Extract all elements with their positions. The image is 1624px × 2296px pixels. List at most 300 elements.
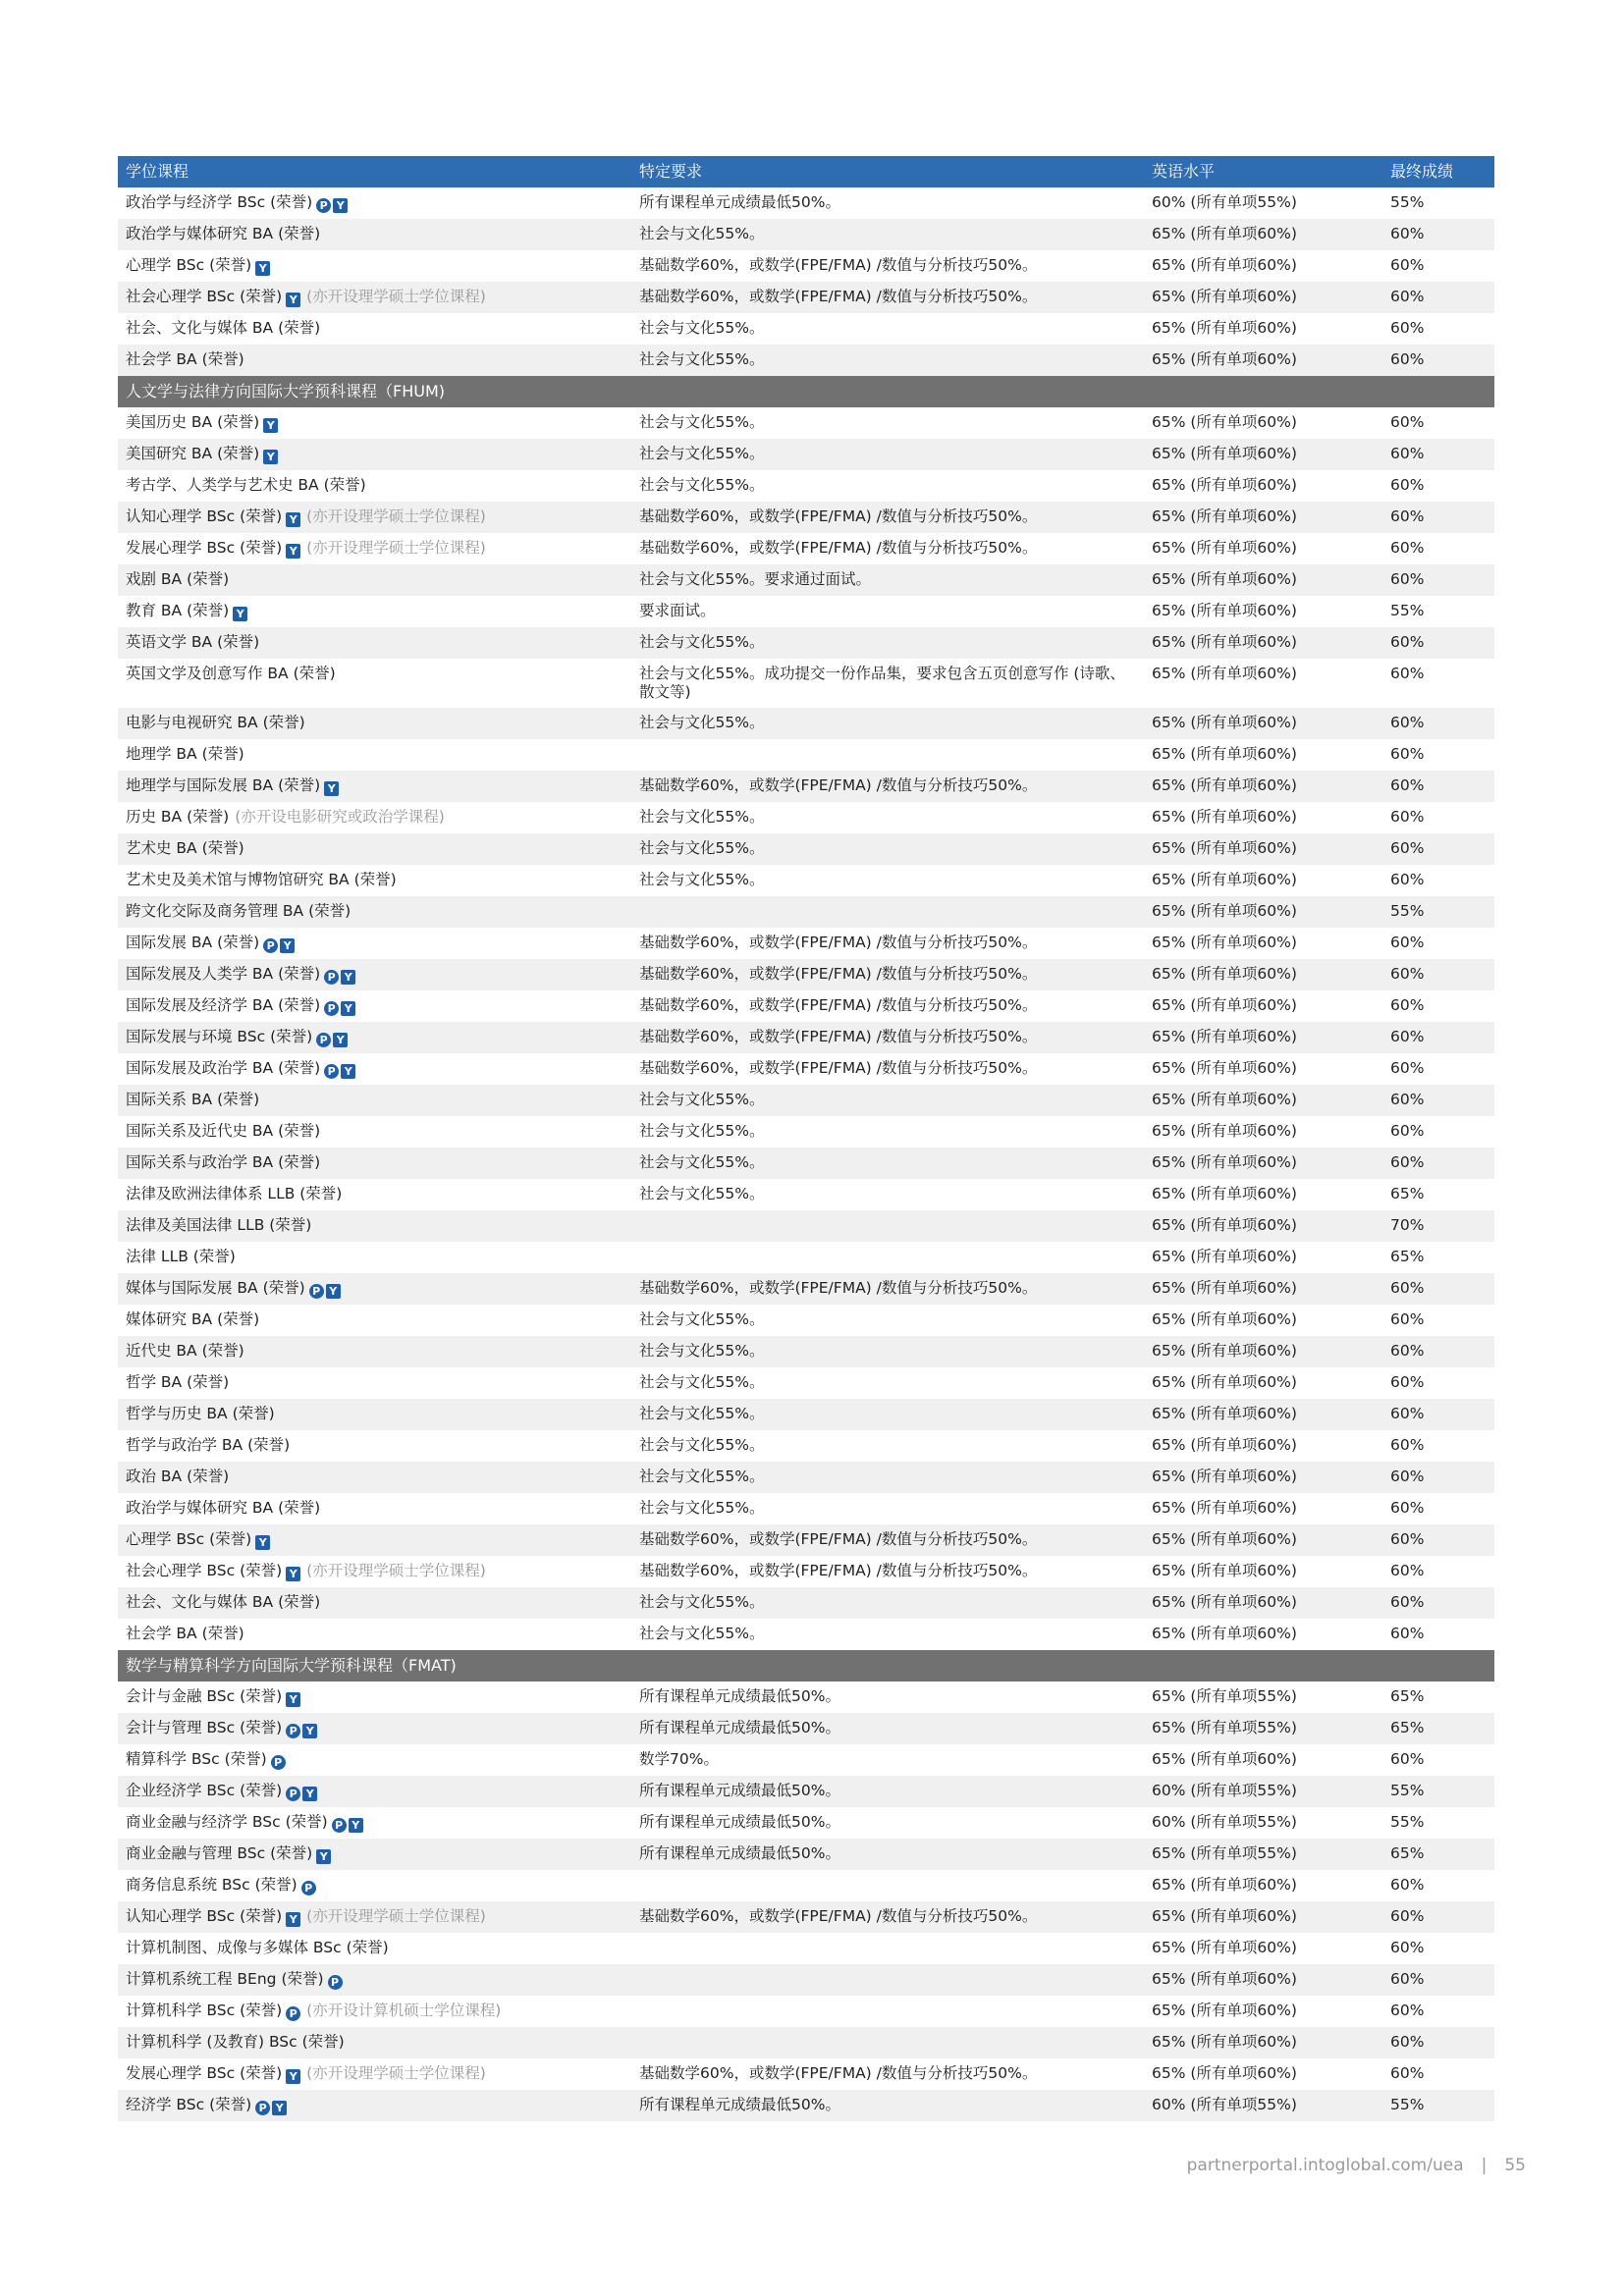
table-header	[118, 156, 1494, 187]
requirement-cell: 基础数学60%，或数学(FPE/FMA) /数值与分析技巧50%。	[639, 965, 1038, 983]
english-cell: 65% (所有单项60%)	[1152, 507, 1297, 525]
table-row	[118, 1085, 1494, 1116]
english-cell: 65% (所有单项60%)	[1152, 633, 1297, 651]
english-cell: 65% (所有单项60%)	[1152, 476, 1297, 494]
pathway-y-icon: Y	[286, 1912, 300, 1927]
table-row	[118, 1242, 1494, 1273]
english-cell: 65% (所有单项55%)	[1152, 1844, 1297, 1862]
course-name: 国际发展及政治学 BA (荣誉)	[126, 1059, 321, 1077]
course-name: 政治学与媒体研究 BA (荣誉)	[126, 1499, 321, 1517]
table-row	[118, 1839, 1494, 1870]
course-cell	[118, 871, 631, 889]
requirement-cell: 社会与文化55%。	[639, 808, 765, 826]
english-cell: 65% (所有单项60%)	[1152, 839, 1297, 857]
english-cell: 65% (所有单项60%)	[1152, 1876, 1297, 1894]
header-final: 最终成绩	[1390, 162, 1454, 181]
course-name: 计算机科学 (及教育) BSc (荣誉)	[126, 2033, 345, 2051]
final-cell: 65%	[1390, 1844, 1425, 1862]
english-cell: 65% (所有单项60%)	[1152, 1028, 1297, 1045]
course-name: 心理学 BSc (荣誉)	[126, 256, 252, 274]
course-cell	[118, 256, 631, 276]
course-name: 电影与电视研究 BA (荣誉)	[126, 714, 305, 731]
requirement-cell: 要求面试。	[639, 602, 716, 619]
final-cell: 60%	[1390, 570, 1425, 588]
requirement-cell: 社会与文化55%。	[639, 871, 765, 888]
course-name: 政治学与经济学 BSc (荣誉)	[126, 193, 313, 211]
requirement-cell: 社会与文化55%。	[639, 1373, 765, 1391]
course-cell	[118, 665, 631, 683]
pathway-y-icon: Y	[316, 1849, 331, 1864]
course-name: 历史 BA (荣誉)	[126, 808, 230, 826]
requirement-cell: 社会与文化55%。	[639, 476, 765, 494]
final-cell: 60%	[1390, 1970, 1425, 1988]
requirement-cell: 社会与文化55%。	[639, 1625, 765, 1642]
table-row	[118, 219, 1494, 250]
course-name: 企业经济学 BSc (荣誉)	[126, 1782, 283, 1799]
requirement-cell: 所有课程单元成绩最低50%。	[639, 2096, 840, 2113]
section-header	[118, 1650, 1494, 1682]
course-name: 计算机科学 BSc (荣誉)	[126, 2002, 283, 2019]
final-cell: 65%	[1390, 1719, 1425, 1736]
table-row	[118, 313, 1494, 345]
course-name: 法律及欧洲法律体系 LLB (荣誉)	[126, 1185, 343, 1202]
final-cell: 65%	[1390, 1248, 1425, 1265]
table-row	[118, 470, 1494, 502]
table-row	[118, 345, 1494, 376]
requirement-cell: 基础数学60%，或数学(FPE/FMA) /数值与分析技巧50%。	[639, 1028, 1038, 1045]
pathway-p-icon: P	[324, 1001, 339, 1016]
final-cell: 55%	[1390, 1782, 1425, 1799]
pathway-y-icon: Y	[302, 1724, 317, 1738]
table-row	[118, 1556, 1494, 1587]
pathway-y-icon: Y	[341, 1064, 355, 1079]
english-cell: 65% (所有单项60%)	[1152, 1279, 1297, 1297]
pathway-p-icon: P	[286, 1724, 300, 1738]
pathway-p-icon: P	[328, 1975, 343, 1990]
pathway-y-icon: Y	[255, 1535, 270, 1550]
final-cell: 55%	[1390, 2096, 1425, 2113]
requirement-cell: 社会与文化55%。要求通过面试。	[639, 570, 871, 588]
final-cell: 60%	[1390, 225, 1425, 242]
course-name: 地理学与国际发展 BA (荣誉)	[126, 776, 321, 794]
english-cell: 65% (所有单项60%)	[1152, 1562, 1297, 1579]
english-cell: 65% (所有单项60%)	[1152, 776, 1297, 794]
course-name: 社会、文化与媒体 BA (荣誉)	[126, 1593, 321, 1611]
pathway-y-icon: Y	[286, 1692, 300, 1707]
badge-group	[286, 1567, 300, 1581]
requirement-cell: 社会与文化55%。	[639, 1310, 765, 1328]
footer-url[interactable]: partnerportal.intoglobal.com/uea	[1186, 2156, 1464, 2175]
requirement-cell: 社会与文化55%。	[639, 1436, 765, 1454]
section-title: 数学与精算科学方向国际大学预科课程（FMAT)	[126, 1656, 457, 1675]
course-name: 英语文学 BA (荣誉)	[126, 633, 260, 651]
course-cell	[118, 1310, 631, 1329]
course-cell	[118, 1844, 631, 1864]
final-cell: 60%	[1390, 934, 1425, 951]
requirement-cell: 基础数学60%，或数学(FPE/FMA) /数值与分析技巧50%。	[639, 1530, 1038, 1548]
final-cell: 60%	[1390, 1593, 1425, 1611]
course-cell	[118, 1593, 631, 1612]
pathway-y-icon: Y	[302, 1787, 317, 1801]
badge-group	[255, 261, 270, 276]
requirement-cell: 社会与文化55%。	[639, 1593, 765, 1611]
english-cell: 65% (所有单项60%)	[1152, 934, 1297, 951]
course-cell	[118, 319, 631, 338]
badge-group	[286, 512, 300, 527]
final-cell: 60%	[1390, 839, 1425, 857]
course-cell	[118, 350, 631, 369]
course-name: 社会学 BA (荣誉)	[126, 1625, 244, 1642]
course-name: 美国研究 BA (荣誉)	[126, 445, 260, 462]
english-cell: 65% (所有单项60%)	[1152, 714, 1297, 731]
badge-group	[332, 1818, 363, 1833]
table-row	[118, 896, 1494, 928]
requirement-cell: 基础数学60%，或数学(FPE/FMA) /数值与分析技巧50%。	[639, 1059, 1038, 1077]
badge-group	[324, 1001, 355, 1016]
pathway-y-icon: Y	[286, 544, 300, 559]
final-cell: 60%	[1390, 1405, 1425, 1422]
badge-group	[324, 970, 355, 985]
final-cell: 60%	[1390, 808, 1425, 826]
final-cell: 60%	[1390, 2064, 1425, 2082]
course-cell	[118, 1028, 631, 1047]
table-row	[118, 282, 1494, 313]
requirement-cell: 基础数学60%，或数学(FPE/FMA) /数值与分析技巧50%。	[639, 1562, 1038, 1579]
course-cell	[118, 1373, 631, 1392]
english-cell: 65% (所有单项60%)	[1152, 1405, 1297, 1422]
table-row	[118, 1305, 1494, 1336]
english-cell: 65% (所有单项60%)	[1152, 350, 1297, 368]
final-cell: 60%	[1390, 1468, 1425, 1485]
course-name: 政治学与媒体研究 BA (荣誉)	[126, 225, 321, 242]
pathway-y-icon: Y	[324, 781, 339, 796]
final-cell: 60%	[1390, 2033, 1425, 2051]
badge-group	[328, 1975, 343, 1990]
final-cell: 60%	[1390, 476, 1425, 494]
course-name: 国际发展 BA (荣誉)	[126, 934, 260, 951]
requirement-cell: 基础数学60%，或数学(FPE/FMA) /数值与分析技巧50%。	[639, 934, 1038, 951]
table-row	[118, 1462, 1494, 1493]
final-cell: 60%	[1390, 1373, 1425, 1391]
course-cell	[118, 1813, 631, 1833]
section-header	[118, 376, 1494, 407]
course-cell	[118, 413, 631, 433]
final-cell: 60%	[1390, 350, 1425, 368]
final-cell: 65%	[1390, 1687, 1425, 1705]
table-row	[118, 1116, 1494, 1148]
english-cell: 65% (所有单项60%)	[1152, 1059, 1297, 1077]
final-cell: 60%	[1390, 633, 1425, 651]
badge-group	[301, 1881, 316, 1896]
course-cell	[118, 1782, 631, 1801]
english-cell: 65% (所有单项60%)	[1152, 1593, 1297, 1611]
course-name: 认知心理学 BSc (荣誉)	[126, 507, 283, 525]
english-cell: 65% (所有单项60%)	[1152, 902, 1297, 920]
course-name: 媒体研究 BA (荣誉)	[126, 1310, 260, 1328]
table-row	[118, 1933, 1494, 1964]
table-row	[118, 1022, 1494, 1053]
table-row	[118, 1776, 1494, 1807]
course-name: 发展心理学 BSc (荣誉)	[126, 2064, 283, 2082]
course-cell	[118, 1907, 631, 1927]
english-cell: 65% (所有单项60%)	[1152, 1625, 1297, 1642]
english-cell: 65% (所有单项60%)	[1152, 808, 1297, 826]
course-name: 心理学 BSc (荣誉)	[126, 1530, 252, 1548]
table-row	[118, 1399, 1494, 1430]
english-cell: 65% (所有单项60%)	[1152, 602, 1297, 619]
requirement-cell: 社会与文化55%。	[639, 319, 765, 337]
requirement-cell: 社会与文化55%。	[639, 1405, 765, 1422]
course-cell	[118, 2033, 631, 2052]
requirement-cell: 社会与文化55%。	[639, 350, 765, 368]
badge-group	[286, 1692, 300, 1707]
course-note: (亦开设电影研究或政治学课程)	[235, 808, 445, 826]
footer-separator: |	[1481, 2156, 1488, 2175]
requirement-cell: 基础数学60%，或数学(FPE/FMA) /数值与分析技巧50%。	[639, 1279, 1038, 1297]
final-cell: 60%	[1390, 1499, 1425, 1517]
course-cell	[118, 602, 631, 621]
table-row	[118, 2058, 1494, 2090]
course-name: 商务信息系统 BSc (荣誉)	[126, 1876, 298, 1894]
table-row	[118, 564, 1494, 596]
final-cell: 60%	[1390, 1530, 1425, 1548]
course-note: (亦开设理学硕士学位课程)	[306, 1907, 486, 1925]
course-cell	[118, 1091, 631, 1109]
course-cell	[118, 1499, 631, 1518]
course-name: 哲学与历史 BA (荣誉)	[126, 1405, 275, 1422]
table-row	[118, 802, 1494, 833]
final-cell: 60%	[1390, 1028, 1425, 1045]
course-cell	[118, 1185, 631, 1203]
table-row	[118, 1179, 1494, 1210]
pathway-y-icon: Y	[255, 261, 270, 276]
course-cell	[118, 965, 631, 985]
pathway-y-icon: Y	[286, 512, 300, 527]
table-row	[118, 1870, 1494, 1901]
pathway-p-icon: P	[263, 938, 278, 953]
badge-group	[324, 781, 339, 796]
course-name: 商业金融与经济学 BSc (荣誉)	[126, 1813, 328, 1831]
course-name: 精算科学 BSc (荣誉)	[126, 1750, 267, 1768]
requirement-cell: 社会与文化55%。	[639, 1185, 765, 1202]
course-note: (亦开设理学硕士学位课程)	[306, 507, 486, 525]
table-row	[118, 1524, 1494, 1556]
final-cell: 60%	[1390, 665, 1425, 682]
course-name: 哲学与政治学 BA (荣誉)	[126, 1436, 291, 1454]
course-cell	[118, 1750, 631, 1770]
english-cell: 65% (所有单项60%)	[1152, 1248, 1297, 1265]
english-cell: 65% (所有单项55%)	[1152, 1687, 1297, 1705]
table-row	[118, 1587, 1494, 1619]
final-cell: 60%	[1390, 965, 1425, 983]
english-cell: 65% (所有单项60%)	[1152, 1939, 1297, 1956]
english-cell: 65% (所有单项60%)	[1152, 1216, 1297, 1234]
course-cell	[118, 714, 631, 732]
course-cell	[118, 996, 631, 1016]
english-cell: 65% (所有单项60%)	[1152, 965, 1297, 983]
course-name: 会计与管理 BSc (荣誉)	[126, 1719, 283, 1736]
pathway-y-icon: Y	[341, 1001, 355, 1016]
requirement-cell: 社会与文化55%。	[639, 1468, 765, 1485]
course-name: 社会、文化与媒体 BA (荣誉)	[126, 319, 321, 337]
final-cell: 65%	[1390, 1185, 1425, 1202]
course-cell	[118, 902, 631, 921]
english-cell: 65% (所有单项60%)	[1152, 1185, 1297, 1202]
course-name: 经济学 BSc (荣誉)	[126, 2096, 252, 2113]
pathway-y-icon: Y	[333, 1033, 348, 1047]
pathway-y-icon: Y	[263, 450, 278, 464]
requirement-cell: 社会与文化55%。	[639, 839, 765, 857]
table-row	[118, 1964, 1494, 1996]
course-cell	[118, 1970, 631, 1990]
final-cell: 60%	[1390, 1279, 1425, 1297]
final-cell: 60%	[1390, 1091, 1425, 1108]
course-name: 政治 BA (荣誉)	[126, 1468, 230, 1485]
table-row	[118, 1336, 1494, 1367]
table-row	[118, 1367, 1494, 1399]
pathway-y-icon: Y	[286, 1567, 300, 1581]
final-cell: 60%	[1390, 1310, 1425, 1328]
table-row	[118, 1619, 1494, 1650]
table-row	[118, 2090, 1494, 2121]
badge-group	[255, 2101, 287, 2115]
final-cell: 60%	[1390, 539, 1425, 557]
header-course: 学位课程	[126, 162, 189, 181]
table-row	[118, 1430, 1494, 1462]
table-row	[118, 502, 1494, 533]
table-row	[118, 533, 1494, 564]
course-cell	[118, 2096, 631, 2115]
course-name: 计算机制图、成像与多媒体 BSc (荣誉)	[126, 1939, 389, 1956]
course-name: 跨文化交际及商务管理 BA (荣誉)	[126, 902, 352, 920]
requirement-cell: 基础数学60%，或数学(FPE/FMA) /数值与分析技巧50%。	[639, 2064, 1038, 2082]
english-cell: 60% (所有单项55%)	[1152, 1813, 1297, 1831]
requirement-cell: 所有课程单元成绩最低50%。	[639, 193, 840, 211]
course-cell	[118, 1436, 631, 1455]
course-cell	[118, 1122, 631, 1141]
course-name: 美国历史 BA (荣誉)	[126, 413, 260, 431]
course-cell	[118, 1876, 631, 1896]
course-cell	[118, 1248, 631, 1266]
course-name: 社会心理学 BSc (荣誉)	[126, 1562, 283, 1579]
badge-group	[316, 1033, 348, 1047]
course-name: 国际关系及近代史 BA (荣誉)	[126, 1122, 321, 1140]
table-row	[118, 1996, 1494, 2027]
pathway-y-icon: Y	[263, 418, 278, 433]
english-cell: 65% (所有单项60%)	[1152, 2064, 1297, 2082]
requirement-cell: 社会与文化55%。	[639, 633, 765, 651]
english-cell: 65% (所有单项60%)	[1152, 745, 1297, 763]
course-cell	[118, 1468, 631, 1486]
course-name: 国际关系 BA (荣誉)	[126, 1091, 260, 1108]
final-cell: 60%	[1390, 1153, 1425, 1171]
english-cell: 60% (所有单项55%)	[1152, 193, 1297, 211]
english-cell: 65% (所有单项60%)	[1152, 1750, 1297, 1768]
course-cell	[118, 1216, 631, 1235]
course-cell	[118, 1153, 631, 1172]
final-cell: 60%	[1390, 1342, 1425, 1360]
pathway-p-icon: P	[324, 970, 339, 985]
final-cell: 60%	[1390, 1750, 1425, 1768]
badge-group	[316, 1849, 331, 1864]
course-name: 艺术史及美术馆与博物馆研究 BA (荣誉)	[126, 871, 397, 888]
requirement-cell: 社会与文化55%。成功提交一份作品集，要求包含五页创意写作 (诗歌、散文等)	[639, 665, 1125, 701]
requirement-cell: 所有课程单元成绩最低50%。	[639, 1782, 840, 1799]
english-cell: 65% (所有单项60%)	[1152, 225, 1297, 242]
english-cell: 65% (所有单项60%)	[1152, 1310, 1297, 1328]
course-note: (亦开设理学硕士学位课程)	[306, 288, 486, 305]
english-cell: 65% (所有单项60%)	[1152, 1499, 1297, 1517]
badge-group	[286, 1912, 300, 1927]
table-row	[118, 1273, 1494, 1305]
table-row	[118, 407, 1494, 439]
course-cell	[118, 445, 631, 464]
table-row	[118, 1807, 1494, 1839]
course-name: 法律及美国法律 LLB (荣誉)	[126, 1216, 312, 1234]
requirement-cell: 社会与文化55%。	[639, 1091, 765, 1108]
course-cell	[118, 539, 631, 559]
table-row	[118, 1148, 1494, 1179]
course-cell	[118, 1279, 631, 1299]
course-cell	[118, 1530, 631, 1550]
course-cell	[118, 1342, 631, 1361]
table-row	[118, 659, 1494, 708]
course-cell	[118, 934, 631, 953]
badge-group	[324, 1064, 355, 1079]
requirement-cell: 基础数学60%，或数学(FPE/FMA) /数值与分析技巧50%。	[639, 539, 1038, 557]
final-cell: 60%	[1390, 1907, 1425, 1925]
course-cell	[118, 633, 631, 652]
requirements-table	[118, 156, 1494, 2121]
course-name: 国际关系与政治学 BA (荣誉)	[126, 1153, 321, 1171]
course-cell	[118, 1719, 631, 1738]
course-name: 国际发展与环境 BSc (荣誉)	[126, 1028, 313, 1045]
requirement-cell: 基础数学60%，或数学(FPE/FMA) /数值与分析技巧50%。	[639, 288, 1038, 305]
requirement-cell: 基础数学60%，或数学(FPE/FMA) /数值与分析技巧50%。	[639, 507, 1038, 525]
english-cell: 65% (所有单项60%)	[1152, 1530, 1297, 1548]
badge-group	[286, 1787, 317, 1801]
course-note: (亦开设理学硕士学位课程)	[306, 1562, 486, 1579]
course-name: 近代史 BA (荣誉)	[126, 1342, 244, 1360]
requirement-cell: 社会与文化55%。	[639, 445, 765, 462]
final-cell: 60%	[1390, 1876, 1425, 1894]
requirement-cell: 基础数学60%，或数学(FPE/FMA) /数值与分析技巧50%。	[639, 256, 1038, 274]
table-row	[118, 739, 1494, 771]
course-name: 教育 BA (荣誉)	[126, 602, 230, 619]
badge-group	[263, 938, 295, 953]
final-cell: 60%	[1390, 1562, 1425, 1579]
english-cell: 65% (所有单项60%)	[1152, 2002, 1297, 2019]
pathway-p-icon: P	[301, 1881, 316, 1896]
page-number: 55	[1504, 2156, 1526, 2175]
badge-group	[263, 450, 278, 464]
english-cell: 65% (所有单项60%)	[1152, 570, 1297, 588]
pathway-y-icon: Y	[272, 2101, 287, 2115]
requirement-cell: 社会与文化55%。	[639, 1122, 765, 1140]
course-cell	[118, 1059, 631, 1079]
table-row	[118, 1210, 1494, 1242]
final-cell: 55%	[1390, 193, 1425, 211]
course-name: 英国文学及创意写作 BA (荣誉)	[126, 665, 336, 682]
badge-group	[286, 2006, 300, 2021]
course-name: 哲学 BA (荣誉)	[126, 1373, 230, 1391]
badge-group	[263, 418, 278, 433]
course-name: 国际发展及经济学 BA (荣誉)	[126, 996, 321, 1014]
table-row	[118, 187, 1494, 219]
page-footer	[1187, 2156, 1526, 2175]
course-cell	[118, 570, 631, 589]
requirement-cell: 所有课程单元成绩最低50%。	[639, 1719, 840, 1736]
